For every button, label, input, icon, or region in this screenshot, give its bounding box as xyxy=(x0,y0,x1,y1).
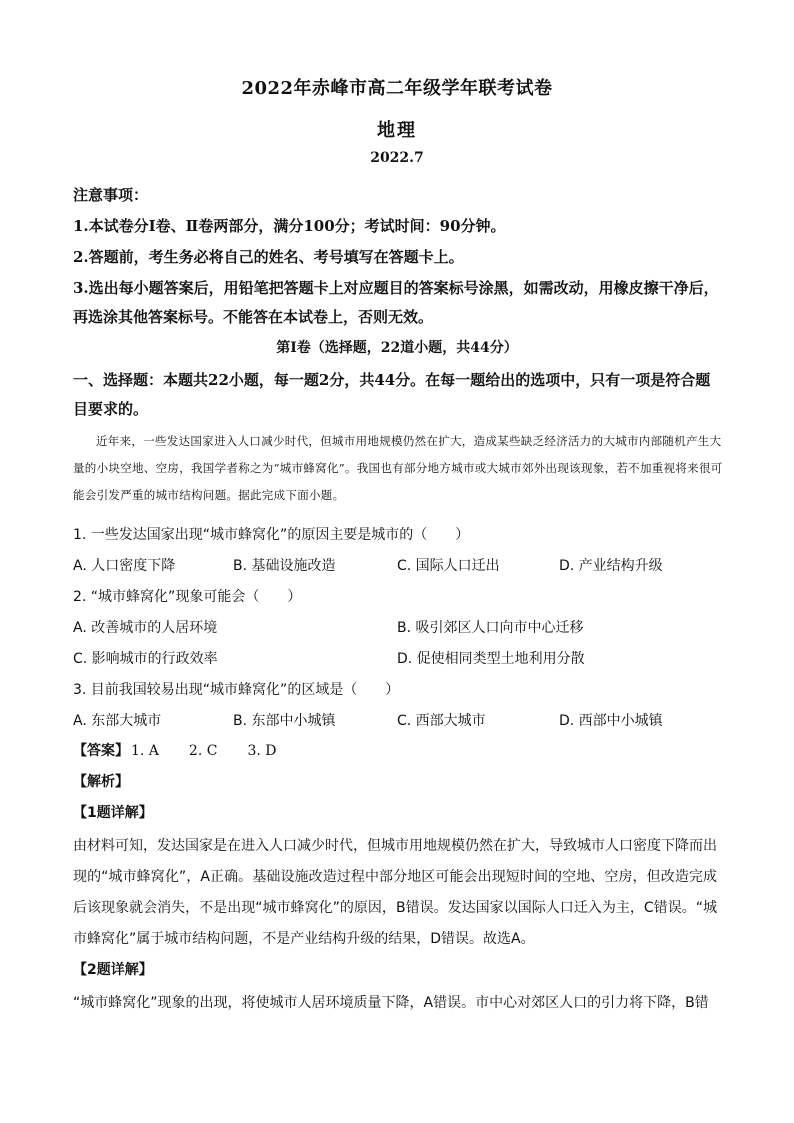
question-1-stem: 1. 一些发达国家出现“城市蜂窝化”的原因主要是城市的（ ） xyxy=(73,527,470,543)
option-a: A. 东部大城市 xyxy=(73,713,162,729)
question-3-stem: 3. 目前我国较易出现“城市蜂窝化”的区域是（ ） xyxy=(73,682,400,698)
option-d: D. 西部中小城镇 xyxy=(559,713,663,729)
analysis-tag: 【解析】 xyxy=(73,774,129,790)
notice-item-3: 3.选出每小题答案后，用铅笔把答题卡上对应题目的答案标号涂黑，如需改动，用橡皮擦干净后，再选涂其他答案标号。不能答在本试卷上，否则无效。 xyxy=(73,279,719,326)
option-d: D. 产业结构升级 xyxy=(559,558,663,574)
answer-line xyxy=(73,739,277,763)
option-b: B. 吸引郊区人口向市中心迁移 xyxy=(397,620,584,636)
option-b: B. 基础设施改造 xyxy=(233,558,336,574)
notice-item-2: 2.答题前，考生务必将自己的姓名、考号填写在答题卡上。 xyxy=(73,248,464,266)
option-d: D. 促使相同类型土地利用分散 xyxy=(397,651,585,667)
detail-1-text: 由材料可知，发达国家是在进入人口减少时代，但城市用地规模仍然在扩大，导致城市人口密度下降而出现的“城市蜂窝化”，A正确。基础设施改造过程中部分地区可能会出现短时间的空地、空房，但改造完成后该现象就会消失，不是出现“城市蜂窝化”的原因，B错误。发达国家以国际人口迁入为主，C错误。“城市蜂窝化”属于城市结构问题，不是产业结构升级的结果，D错误。故选A。 xyxy=(73,838,717,947)
answer-tag: 【答案】 xyxy=(73,743,129,759)
answer-item-3: 3. D xyxy=(247,743,277,759)
option-c: C. 国际人口迁出 xyxy=(397,558,500,574)
section-title: 第Ⅰ卷（选择题，22道小题，共44分） xyxy=(276,340,518,356)
notice-item-1: 1.本试卷分Ⅰ卷、Ⅱ卷两部分，满分100分；考试时间：90分钟。 xyxy=(73,217,506,235)
question-2-stem: 2. “城市蜂窝化”现象可能会（ ） xyxy=(73,589,302,605)
exam-subject: 地理 xyxy=(377,120,417,141)
detail-2-text: “城市蜂窝化”现象的出现，将使城市人居环境质量下降，A错误。市中心对郊区人口的引力将下降，B错 xyxy=(73,995,709,1011)
option-c: C. 西部大城市 xyxy=(397,713,486,729)
notice-heading: 注意事项： xyxy=(73,186,149,204)
exam-title: 2022年赤峰市高二年级学年联考试卷 xyxy=(241,78,553,99)
answer-item-2: 2. C xyxy=(188,743,218,759)
reading-material: 近年来，一些发达国家进入人口减少时代，但城市用地规模仍然在扩大，造成某些缺乏经济活力的大城市内部随机产生大量的小块空地、空房，我国学者称之为“城市蜂窝化”。我国也有部分地方城市或大城市郊外出现该现象，若不加重视将来很可能会引发严重的城市结构问题。据此完成下面小题。 xyxy=(73,434,723,502)
detail-1-tag: 【1题详解】 xyxy=(73,805,153,821)
exam-date: 2022.7 xyxy=(370,150,424,166)
detail-2-tag: 【2题详解】 xyxy=(73,962,153,978)
part-title: 一、选择题：本题共22小题，每一题2分，共44分。在每一题给出的选项中，只有一项是符合题目要求的。 xyxy=(73,371,711,418)
answer-item-1: 1. A xyxy=(131,743,159,759)
option-a: A. 改善城市的人居环境 xyxy=(73,620,218,636)
option-b: B. 东部中小城镇 xyxy=(233,713,336,729)
option-c: C. 影响城市的行政效率 xyxy=(73,651,218,667)
option-a: A. 人口密度下降 xyxy=(73,558,176,574)
